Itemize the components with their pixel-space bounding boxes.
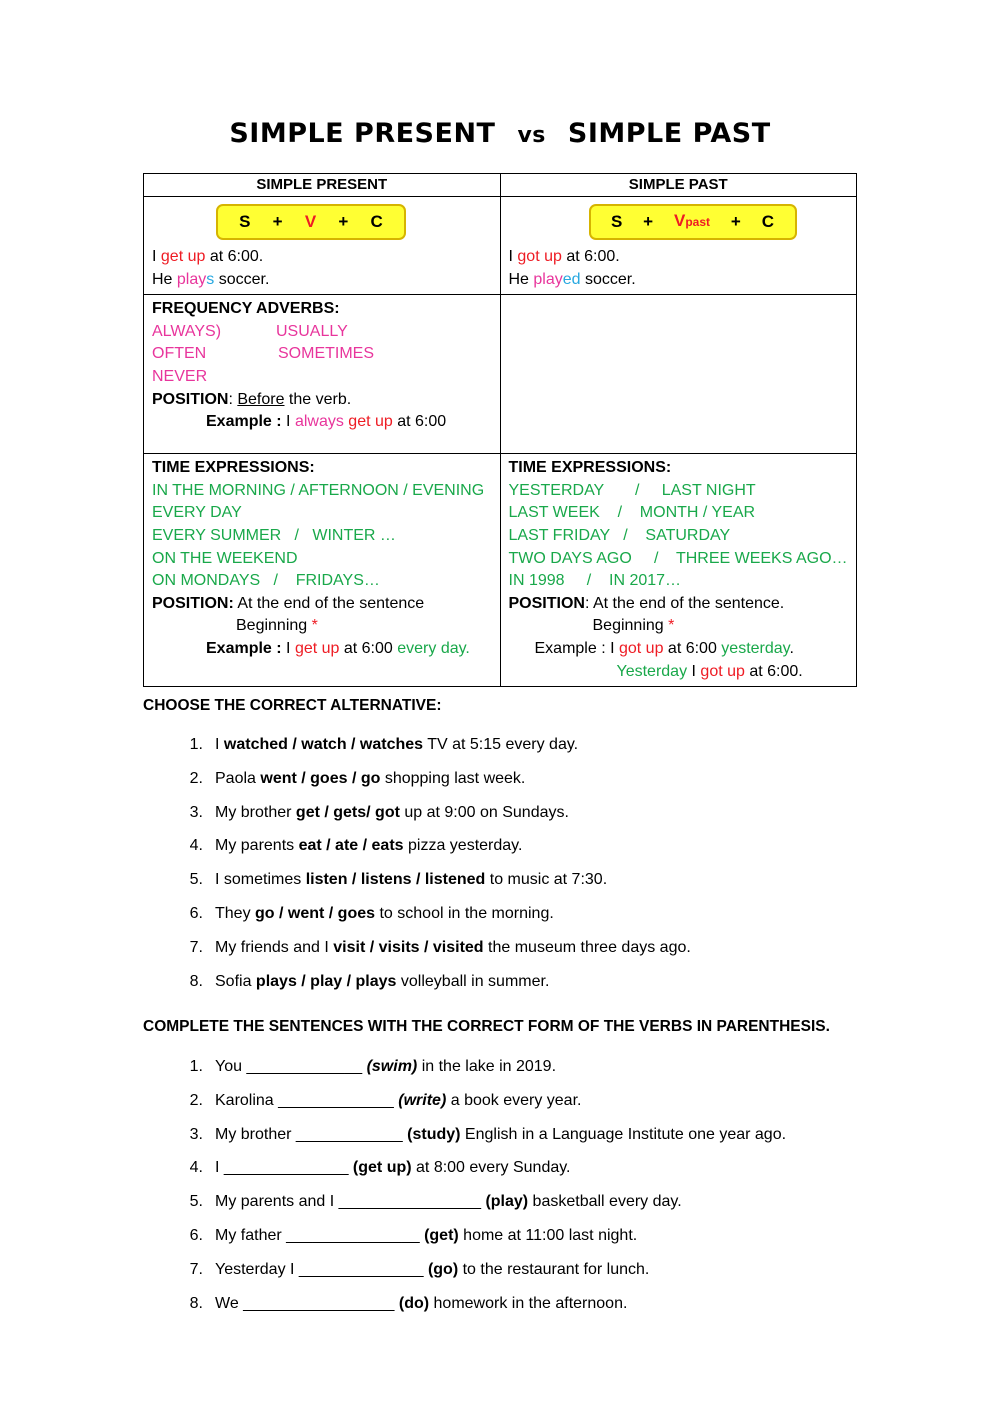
text: a book every year. bbox=[446, 1091, 582, 1109]
text: the verb. bbox=[284, 390, 352, 408]
list-item bbox=[143, 1192, 903, 1226]
present-time-example bbox=[152, 638, 492, 661]
item-number: 6. bbox=[189, 904, 203, 922]
verb-hint: (do) bbox=[398, 1294, 430, 1312]
item-number: 5. bbox=[189, 871, 203, 889]
example-label: Example : bbox=[534, 639, 606, 657]
formula-v-sub: past bbox=[685, 215, 711, 230]
item-text bbox=[203, 870, 607, 904]
position-word: Before bbox=[237, 390, 285, 408]
answer-options: watched / watch / watches bbox=[223, 736, 424, 753]
time-expression: EVERY DAY bbox=[152, 504, 242, 522]
list-item bbox=[143, 1125, 903, 1159]
verb-highlight: play bbox=[533, 270, 563, 288]
text: I bbox=[215, 736, 224, 753]
answer-options: go / went / goes bbox=[255, 904, 376, 922]
adverb: USUALLY bbox=[276, 322, 348, 340]
time-expression: IN 1998 / IN 2017… bbox=[508, 572, 682, 590]
item-number: 7. bbox=[189, 938, 203, 956]
list-item bbox=[143, 870, 903, 904]
item-number: 2. bbox=[189, 769, 203, 787]
past-time-position bbox=[509, 593, 849, 616]
present-formula bbox=[216, 204, 406, 240]
list-item bbox=[143, 836, 903, 870]
list-item bbox=[143, 803, 903, 837]
present-time-beginning bbox=[152, 615, 492, 638]
verb-hint: (swim) bbox=[366, 1058, 418, 1075]
time-expression: TWO DAYS AGO / THREE WEEKS AGO… bbox=[508, 549, 848, 567]
past-time-example-2 bbox=[509, 661, 849, 684]
past-time-beginning bbox=[509, 615, 849, 638]
title-vs: vs bbox=[517, 123, 546, 148]
text: volleyball in summer. bbox=[396, 972, 550, 990]
complete-section-title: COMPLETE THE SENTENCES WITH THE CORRECT FORM OF THE VERBS IN PARENTHESIS. bbox=[143, 1018, 830, 1035]
text: I bbox=[152, 248, 161, 265]
time-expression: ON THE WEEKEND bbox=[152, 549, 298, 567]
item-text bbox=[203, 1158, 571, 1192]
item-text bbox=[203, 1091, 581, 1125]
verb-highlight: got up bbox=[517, 248, 562, 265]
text: the museum three days ago. bbox=[483, 938, 691, 956]
text: My friends and I bbox=[215, 938, 334, 956]
adverbs-line-2 bbox=[152, 343, 492, 366]
formula-c: C bbox=[761, 211, 775, 231]
text: My parents bbox=[215, 837, 299, 855]
item-text bbox=[203, 938, 691, 972]
text: Paola bbox=[215, 769, 261, 787]
text: at 6:00. bbox=[561, 248, 620, 265]
text: Sofia bbox=[215, 972, 256, 990]
answer-options: plays / play / plays bbox=[255, 972, 397, 990]
text: We _________________ bbox=[215, 1294, 399, 1312]
item-number: 4. bbox=[189, 1159, 203, 1177]
time-expressions-row bbox=[144, 454, 857, 687]
formula-plus: + bbox=[272, 211, 283, 231]
answer-options: went / goes / go bbox=[260, 769, 381, 787]
item-text bbox=[203, 836, 522, 870]
position-label: POSITION bbox=[152, 390, 229, 408]
text: TV at 5:15 every day. bbox=[423, 736, 579, 753]
text: I bbox=[281, 413, 295, 431]
empty-cell bbox=[500, 295, 857, 454]
time-highlight: yesterday bbox=[721, 639, 790, 657]
list-item bbox=[143, 1226, 903, 1260]
verb-highlight: got up bbox=[700, 662, 745, 680]
text: at 6:00 bbox=[392, 413, 447, 431]
title-left: SIMPLE PRESENT bbox=[229, 118, 496, 149]
position-label: POSITION bbox=[508, 594, 585, 612]
adverbs-example bbox=[152, 411, 492, 434]
item-number: 7. bbox=[189, 1260, 203, 1278]
item-number: 1. bbox=[189, 1058, 203, 1075]
past-formula-wrap bbox=[509, 200, 849, 246]
adverbs-line-1 bbox=[152, 321, 492, 344]
past-time-example bbox=[509, 638, 849, 661]
present-structure-cell bbox=[144, 197, 501, 295]
item-text bbox=[203, 803, 569, 837]
adverb: OFTEN bbox=[152, 345, 207, 363]
verb-highlight: play bbox=[176, 270, 207, 288]
text: in the lake in 2019. bbox=[417, 1058, 557, 1075]
item-text bbox=[203, 1260, 649, 1294]
item-number: 4. bbox=[189, 837, 203, 855]
text: soccer. bbox=[214, 270, 270, 288]
list-item bbox=[143, 1091, 903, 1125]
formula-s: S bbox=[239, 211, 251, 231]
text: I bbox=[687, 662, 701, 680]
text: . bbox=[789, 639, 794, 657]
item-text bbox=[203, 1057, 556, 1091]
time-expression: ON MONDAYS / FRIDAYS… bbox=[152, 572, 380, 590]
item-text bbox=[203, 904, 554, 938]
text: He bbox=[508, 270, 534, 288]
text: home at 11:00 last night. bbox=[458, 1226, 638, 1244]
choose-section-title: CHOOSE THE CORRECT ALTERNATIVE: bbox=[143, 697, 442, 714]
text: homework in the afternoon. bbox=[429, 1294, 628, 1312]
text: My brother ____________ bbox=[215, 1125, 408, 1143]
past-example-2 bbox=[509, 269, 849, 292]
verb-hint: (go) bbox=[427, 1260, 459, 1278]
past-formula bbox=[589, 204, 797, 240]
answer-options: get / gets/ got bbox=[295, 803, 400, 821]
text: They bbox=[215, 904, 256, 922]
table-header-row bbox=[144, 174, 857, 197]
item-number: 2. bbox=[189, 1091, 203, 1109]
star-mark: * bbox=[311, 617, 318, 635]
formula-plus: + bbox=[730, 211, 741, 231]
text: I sometimes bbox=[215, 871, 306, 889]
text: : At the end of the sentence. bbox=[584, 594, 785, 612]
formula-c: C bbox=[370, 211, 383, 231]
title-right: SIMPLE PAST bbox=[567, 118, 771, 149]
item-number: 5. bbox=[189, 1193, 203, 1211]
verb-highlight: get up bbox=[160, 248, 206, 265]
text: Yesterday I ______________ bbox=[215, 1260, 428, 1278]
grammar-table bbox=[143, 173, 857, 687]
text: pizza yesterday. bbox=[403, 837, 523, 855]
adverb: ALWAYS) bbox=[152, 322, 222, 340]
text: : bbox=[228, 390, 238, 408]
adverbs-position bbox=[152, 389, 492, 412]
list-item bbox=[143, 972, 903, 1006]
text: At the end of the sentence bbox=[233, 594, 425, 612]
present-example-1 bbox=[152, 246, 492, 269]
time-heading: TIME EXPRESSIONS: bbox=[152, 459, 315, 477]
past-structure-cell bbox=[500, 197, 857, 295]
header-simple-present: SIMPLE PRESENT bbox=[144, 174, 501, 197]
answer-options: visit / visits / visited bbox=[333, 938, 484, 956]
text: to music at 7:30. bbox=[485, 871, 608, 889]
text: I ______________ bbox=[215, 1159, 353, 1177]
text: to school in the morning. bbox=[375, 904, 554, 922]
time-expression: EVERY SUMMER / WINTER … bbox=[152, 526, 396, 544]
text: My parents and I ________________ bbox=[215, 1193, 486, 1211]
adverbs-row bbox=[144, 295, 857, 454]
adverb: SOMETIMES bbox=[278, 345, 375, 363]
text: up at 9:00 on Sundays. bbox=[399, 803, 569, 821]
past-time-cell bbox=[500, 454, 857, 687]
list-item bbox=[143, 904, 903, 938]
answer-options: listen / listens / listened bbox=[305, 871, 486, 889]
text: English in a Language Institute one year ago. bbox=[460, 1125, 787, 1143]
list-item bbox=[143, 938, 903, 972]
list-item bbox=[143, 735, 903, 769]
item-number: 8. bbox=[189, 972, 203, 990]
frequency-adverbs-cell bbox=[144, 295, 501, 454]
text: You _____________ bbox=[215, 1058, 367, 1075]
text: Beginning bbox=[592, 617, 669, 635]
past-example-1 bbox=[509, 246, 849, 269]
adverb: NEVER bbox=[152, 367, 208, 385]
time-highlight: Yesterday bbox=[616, 662, 688, 680]
present-time-position bbox=[152, 593, 492, 616]
structure-row bbox=[144, 197, 857, 295]
present-example-2 bbox=[152, 269, 492, 292]
list-item bbox=[143, 1057, 903, 1091]
item-text bbox=[203, 1226, 637, 1260]
list-item bbox=[143, 1294, 903, 1328]
verb-hint: (write) bbox=[398, 1091, 447, 1109]
item-text bbox=[203, 1192, 682, 1226]
verb-hint: (play) bbox=[485, 1193, 529, 1211]
adverbs-heading: FREQUENCY ADVERBS: bbox=[152, 300, 340, 318]
text: Beginning bbox=[236, 617, 312, 635]
verb-ending: s bbox=[206, 270, 215, 288]
text: at 6:00. bbox=[205, 248, 264, 265]
formula-v: V bbox=[304, 211, 317, 231]
answer-options: eat / ate / eats bbox=[298, 837, 404, 855]
text: at 6:00 bbox=[663, 639, 722, 657]
time-expression: IN THE MORNING / AFTERNOON / EVENING bbox=[152, 481, 485, 499]
list-item bbox=[143, 769, 903, 803]
verb-highlight: got up bbox=[618, 639, 664, 657]
present-time-cell bbox=[144, 454, 501, 687]
text: My father _______________ bbox=[215, 1226, 425, 1244]
verb-highlight: get up bbox=[294, 639, 340, 657]
verb-hint: (study) bbox=[407, 1125, 461, 1143]
text: at 6:00. bbox=[744, 662, 803, 680]
formula-s: S bbox=[610, 211, 623, 231]
text: My brother bbox=[215, 803, 296, 821]
choose-exercise-list bbox=[143, 735, 903, 1005]
verb-ending: ed bbox=[562, 270, 581, 288]
item-number: 6. bbox=[189, 1226, 203, 1244]
verb-hint: (get up) bbox=[352, 1159, 412, 1177]
formula-v: V bbox=[674, 211, 686, 231]
list-item bbox=[143, 1158, 903, 1192]
text: He bbox=[152, 270, 177, 288]
item-number: 3. bbox=[189, 1125, 203, 1143]
text: at 6:00 bbox=[339, 639, 398, 657]
list-item bbox=[143, 1260, 903, 1294]
text: I bbox=[281, 639, 295, 657]
item-number: 8. bbox=[189, 1294, 203, 1312]
verb-highlight: get up bbox=[343, 413, 393, 431]
formula-plus: + bbox=[338, 211, 349, 231]
item-number: 3. bbox=[189, 803, 203, 821]
star-mark: * bbox=[668, 617, 675, 635]
time-expression: YESTERDAY / LAST NIGHT bbox=[508, 481, 756, 499]
complete-exercise-list bbox=[143, 1057, 903, 1327]
item-text bbox=[203, 972, 549, 1006]
text: to the restaurant for lunch. bbox=[458, 1260, 650, 1278]
item-text bbox=[203, 735, 578, 769]
adverbs-line-3 bbox=[152, 366, 492, 389]
verb-hint: (get) bbox=[424, 1226, 459, 1244]
time-highlight: every day. bbox=[397, 639, 470, 657]
text: soccer. bbox=[580, 270, 636, 288]
example-label: Example : bbox=[206, 413, 282, 431]
text: at 8:00 every Sunday. bbox=[411, 1159, 571, 1177]
time-expression: LAST WEEK / MONTH / YEAR bbox=[508, 504, 756, 522]
position-label: POSITION: bbox=[152, 594, 234, 612]
text: I bbox=[605, 639, 619, 657]
text: Karolina _____________ bbox=[215, 1091, 399, 1109]
formula-plus: + bbox=[643, 211, 654, 231]
item-text bbox=[203, 769, 525, 803]
time-heading: TIME EXPRESSIONS: bbox=[508, 459, 672, 477]
page-title bbox=[0, 118, 1000, 149]
text: shopping last week. bbox=[380, 769, 526, 787]
item-text bbox=[203, 1294, 627, 1328]
item-number: 1. bbox=[189, 736, 203, 753]
time-expression: LAST FRIDAY / SATURDAY bbox=[508, 526, 731, 544]
example-label: Example : bbox=[206, 639, 282, 657]
item-text bbox=[203, 1125, 786, 1159]
adverb-highlight: always bbox=[294, 413, 344, 431]
header-simple-past: SIMPLE PAST bbox=[500, 174, 857, 197]
text: I bbox=[508, 248, 518, 265]
text: basketball every day. bbox=[528, 1193, 682, 1211]
present-formula-wrap bbox=[152, 200, 492, 246]
formula-v-past bbox=[674, 210, 710, 234]
